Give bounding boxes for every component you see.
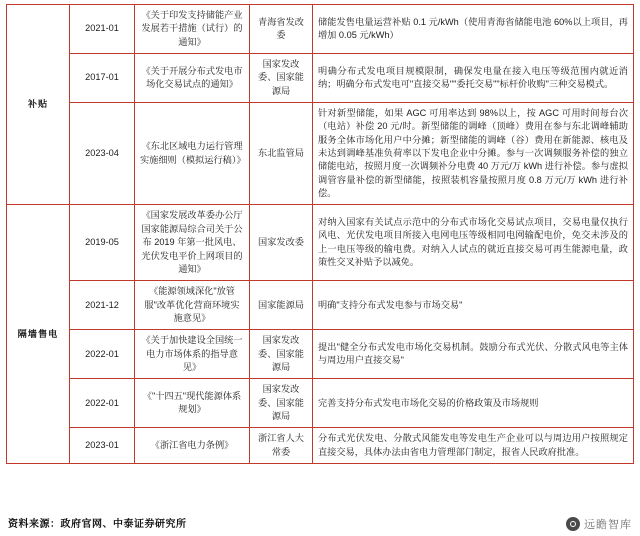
table-row [7,103,634,205]
organization-cell: 青海省发改委 [250,5,313,54]
content-cell: 分布式光伏发电、分散式风能发电等发电生产企业可以与周边用户按照规定直接交易，具体办法由省电力管理部门制定，报省人民政府批准。 [313,428,634,464]
document-cell: 《东北区域电力运行管理实施细则（模拟运行稿）》 [135,103,250,205]
organization-cell: 国家发改委 [250,205,313,281]
table-row [7,330,634,379]
category-cell-subsidy: 补贴 [7,5,70,205]
content-cell: 储能发售电量运营补贴 0.1 元/kWh（使用青海省储能电池 60%以上项目，再增加 0.05 元/kWh） [313,5,634,54]
content-cell: 明确"支持分布式发电参与市场交易" [313,281,634,330]
organization-cell: 国家发改委、国家能源局 [250,330,313,379]
document-cell: 《关于开展分布式发电市场化交易试点的通知》 [135,54,250,103]
document-cell: 《浙江省电力条例》 [135,428,250,464]
date-cell: 2023-04 [70,103,135,205]
table-row [7,205,634,281]
document-cell: 《关于加快建设全国统一电力市场体系的指导意见》 [135,330,250,379]
date-cell: 2021-12 [70,281,135,330]
category-cell-over-the-wall-sales: 隔墙售电 [7,205,70,464]
organization-cell: 国家能源局 [250,281,313,330]
date-cell: 2022-01 [70,330,135,379]
content-cell: 针对新型储能，如果 AGC 可用率达到 98%以上，按 AGC 可用时间每台次（电站）补偿 20 元/时。新型储能的调峰（顶峰）费用在参与东北调峰辅助服务全体市场化用户中分摊；新型储能的调峰（谷）费用在新能源、核电及未达到调峰基准负荷率以下发电企业中分摊。参与一次调频服务补偿的独立储能电站，按照月度一次调频补分电费 40 万元/万 kWh 进行补偿。参与虚拟调管容量补偿的新型储能，按照装机容量按照月度 0.8 万元/万 kWh 进行补偿。 [313,103,634,205]
organization-cell: 国家发改委、国家能源局 [250,54,313,103]
document-cell: 《国家发展改革委办公厅 国家能源局综合司关于公布 2019 年第一批风电、光伏发电平价上网项目的通知》 [135,205,250,281]
table-row [7,5,634,54]
watermark-label: 远瞻智库 [584,519,632,531]
watermark [566,516,632,532]
policy-table-body [7,5,634,464]
table-row [7,379,634,428]
source-footer: 资料来源：政府官网、中泰证券研究所 [8,519,187,530]
document-cell: 《能源领域深化"放管服"改革优化营商环境实施意见》 [135,281,250,330]
content-cell: 对纳入国家有关试点示范中的分布式市场化交易试点项目，交易电量仅执行风电、光伏发电项目所接入电网电压等级相同电网输配电价，免交未涉及的上一电压等级的输电费。对纳入人试点的就近直接交易可再生能源电量，政策性交叉补贴予以减免。 [313,205,634,281]
date-cell: 2023-01 [70,428,135,464]
organization-cell: 东北监管局 [250,103,313,205]
organization-cell: 国家发改委、国家能源局 [250,379,313,428]
date-cell: 2021-01 [70,5,135,54]
circle-logo-icon [566,517,580,531]
date-cell: 2017-01 [70,54,135,103]
table-row [7,54,634,103]
content-cell: 明确分布式发电项目规模限制，确保发电量在接入电压等级范围内就近消纳；明确分布式发电可"直接交易""委托交易""标杆价收购"三种交易模式。 [313,54,634,103]
document-cell: 《关于印发支持储能产业发展若干措施（试行）的通知》 [135,5,250,54]
date-cell: 2019-05 [70,205,135,281]
document-cell: 《"十四五"现代能源体系规划》 [135,379,250,428]
content-cell: 完善支持分布式发电市场化交易的价格政策及市场规则 [313,379,634,428]
table-row [7,428,634,464]
table-row [7,281,634,330]
content-cell: 提出"健全分布式发电市场化交易机制。鼓励分布式光伏、分散式风电等主体与周边用户直接交易" [313,330,634,379]
policy-table [6,4,634,464]
date-cell: 2022-01 [70,379,135,428]
organization-cell: 浙江省人大常委 [250,428,313,464]
